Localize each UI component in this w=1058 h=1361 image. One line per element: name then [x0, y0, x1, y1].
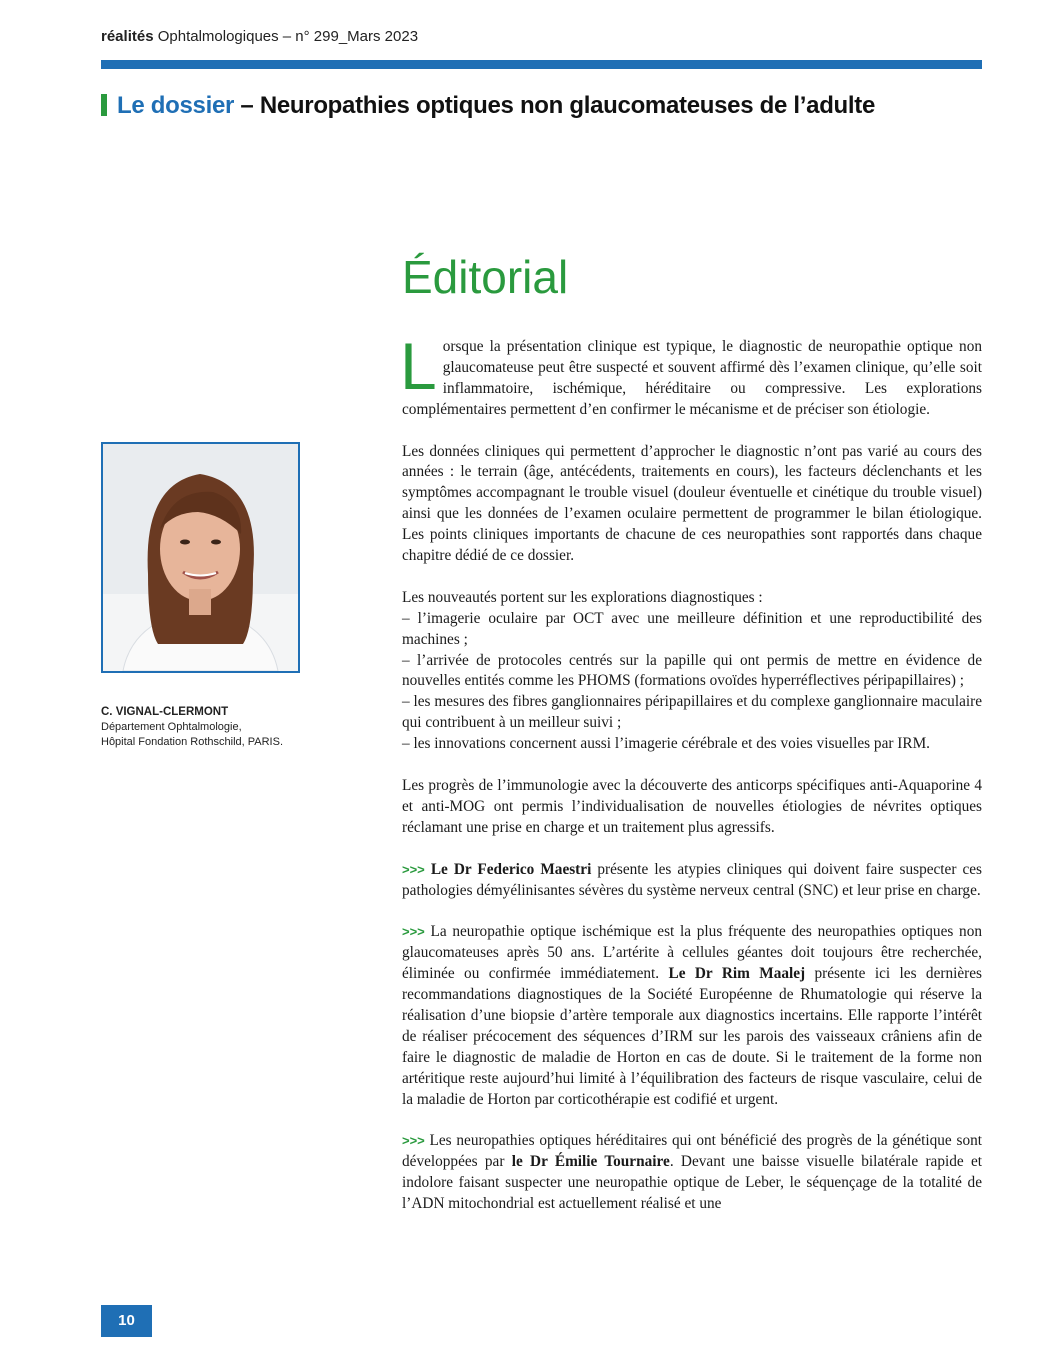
arrow-marker: >>>	[402, 861, 425, 877]
journal-brand: réalités	[101, 28, 154, 45]
author-mention: Le Dr Federico Maestri	[430, 860, 592, 878]
paragraph-maestri	[402, 860, 982, 902]
page-number: 10	[101, 1305, 152, 1337]
list-item: – les mesures des fibres ganglionnaires péripapillaires et du complexe ganglionnaire maculaire qui contribuent à un meilleur suivi ;	[402, 693, 982, 732]
author-affiliation-hospital: Hôpital Fondation Rothschild, PARIS.	[101, 736, 283, 748]
author-block	[101, 705, 321, 750]
paragraph-intro	[400, 329, 982, 421]
author-mention: Le Dr Rim Maalej	[668, 965, 806, 983]
paragraph-intro-text: orsque la présentation clinique est typique, le diagnostic de neuropathie optique non glaucomateuse peut être suspecté et souvent affirmé dès l’examen clinique, qu’elle soit inflammatoire, ischémique, héréditaire ou compressive. Les explorations complémentaires permettent d’en confirmer le mécanisme et de préciser son étiologie.	[402, 338, 982, 418]
dossier-label: Le dossier	[117, 92, 235, 119]
novelties-intro: Les nouveautés portent sur les explorations diagnostiques :	[402, 588, 763, 606]
paragraph-immunology: Les progrès de l’immunologie avec la découverte des anticorps spécifiques anti-Aquaporine 4 et anti-MOG ont permis l’individualisation de nouvelles étiologies de névrites optiques réclamant une prise en charge et un traitement plus agressifs.	[402, 776, 982, 836]
editorial-body	[400, 329, 982, 1236]
paragraph-maestri-text: présente les atypies cliniques qui doivent faire suspecter ces pathologies démyélinisantes sévères du système nerveux central (SNC) et leur prise en charge.	[402, 860, 982, 899]
paragraph-ischemic-text-a: La neuropathie optique ischémique est la plus fréquente des neuropathies optiques non glaucomateuses après 50 ans. L’artérite à cellules géantes doit toujours être recherchée, éliminée ou confirmée immédiatement.	[402, 923, 982, 983]
paragraph-ischemic-text-b: présente ici les dernières recommandations diagnostiques de la Société Européenne de Rhumatologie qui réserve la réalisation d’une biopsie d’artère temporale aux diagnostics incertains. Elle rapporte l’intérêt de réaliser précocement des séquences d’IRM sur les parois des vaisseaux crâniens afin de faire le diagnostic de maladie de Horton en cas de doute. Si le traitement de la forme non artéritique reste aujourd’hui limité à l’équilibration des facteurs de risque vasculaire, celui de la maladie de Horton par corticothérapie est codifié et urgent.	[402, 965, 982, 1108]
author-name: C. VIGNAL-CLERMONT	[101, 706, 229, 718]
arrow-marker: >>>	[402, 1133, 425, 1149]
arrow-marker: >>>	[402, 924, 425, 940]
dossier-marker	[101, 94, 107, 116]
portrait-image	[103, 444, 298, 671]
author-mention: le Dr Émilie Tournaire	[511, 1153, 670, 1171]
paragraph-hereditary-text-b: . Devant une baisse visuelle bilatérale rapide et indolore faisant suspecter une neuropathie optique de Leber, le séquençage de la totalité de l’ADN mitochondrial est actuellement réalisé et une	[402, 1153, 982, 1213]
list-item: – les innovations concernent aussi l’imagerie cérébrale et des voies visuelles par IRM.	[402, 735, 930, 753]
running-header	[101, 28, 418, 45]
dossier-title: – Neuropathies optiques non glaucomateuses de l’adulte	[234, 92, 876, 119]
author-portrait	[101, 442, 300, 673]
paragraph-hereditary-text-a: Les neuropathies optiques héréditaires qui ont bénéficié des progrès de la génétique sont développées par	[402, 1132, 982, 1171]
paragraph-ischemic	[402, 922, 982, 1110]
paragraph-hereditary	[402, 1131, 982, 1215]
editorial-title: Éditorial	[402, 251, 569, 303]
list-item: – l’arrivée de protocoles centrés sur la papille qui ont permis de mettre en évidence de nouvelles entités comme les PHOMS (formations ovoïdes hyperréflectives péripapillaires) ;	[402, 651, 982, 690]
author-affiliation-department: Département Ophtalmologie,	[101, 721, 242, 733]
dossier-heading	[101, 92, 991, 120]
header-rule	[101, 60, 982, 69]
list-item: – l’imagerie oculaire par OCT avec une meilleure définition et une reproductibilité des machines ;	[402, 609, 982, 648]
drop-cap: L	[400, 329, 437, 403]
paragraph-clinical-data: Les données cliniques qui permettent d’approcher le diagnostic n’ont pas varié au cours des années : le terrain (âge, antécédents, traitements en cours), les facteurs déclenchants et les symptômes accompagnant le trouble visuel (douleur éventuelle et cinétique du trouble visuel) ainsi que les données de l’examen oculaire permettent de programmer le bilan étiologique. Les points cliniques importants de chacune de ces neuropathies sont rapportés dans chaque chapitre dédié de ce dossier.	[402, 442, 982, 565]
paragraph-novelties	[402, 588, 982, 755]
journal-issue: Ophtalmologiques – n° 299_Mars 2023	[153, 28, 419, 45]
